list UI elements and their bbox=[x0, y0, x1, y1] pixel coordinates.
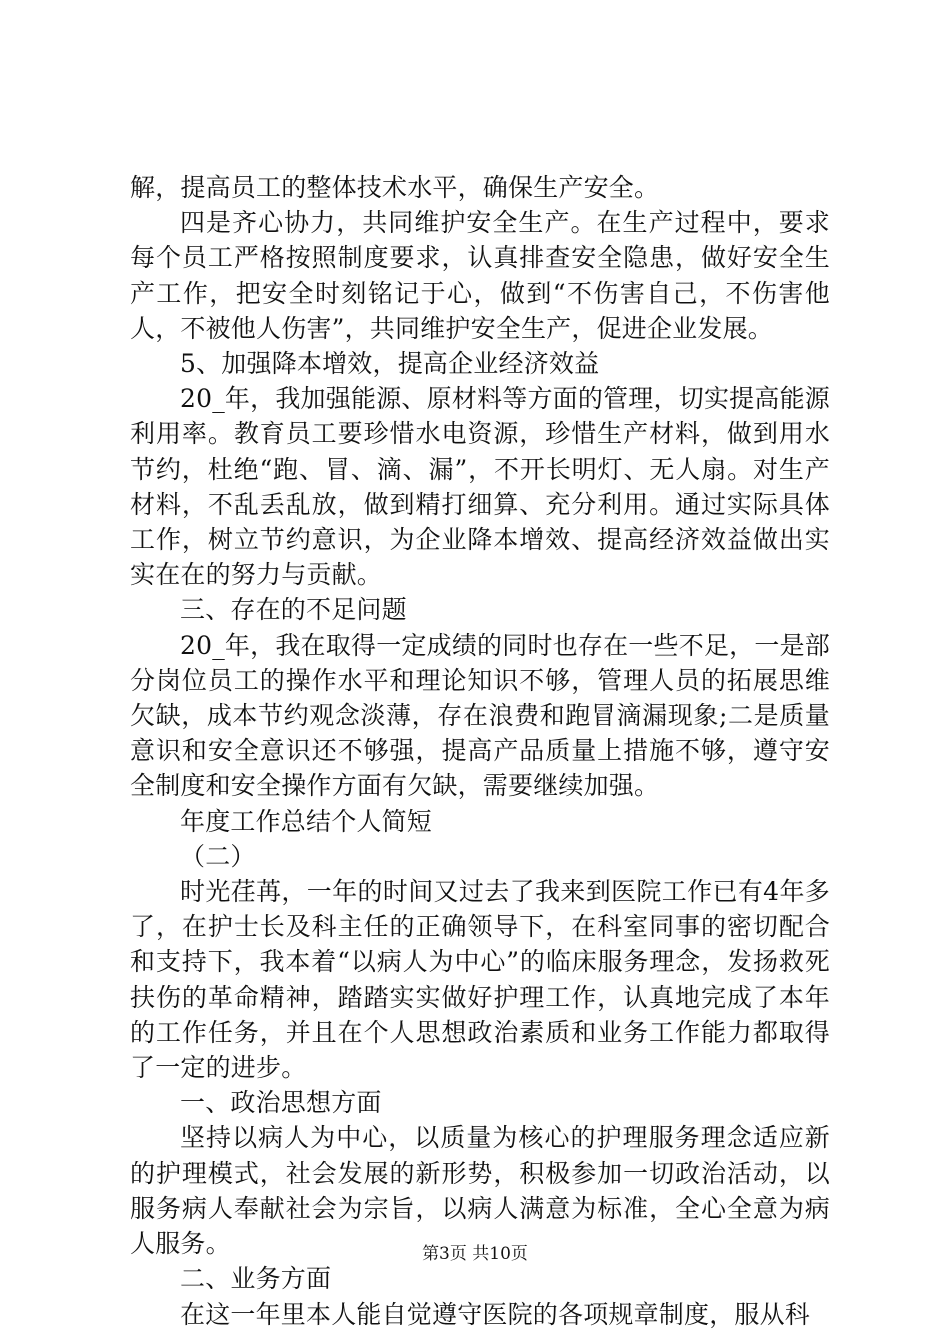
section-title: 年度工作总结个人简短 bbox=[180, 806, 433, 836]
paragraph-shortcomings: 20_年，我在取得一定成绩的同时也存在一些不足，一是部分岗位员工的操作水平和理论知识不够，管理人员的拓展思维欠缺，成本节约观念淡薄，存在浪费和跑冒滴漏现象;二是质量意识和安全意识还不够强，提高产品质量上措施不够，遵守安全制度和安全操作方面有欠缺，需要继续加强。 bbox=[130, 630, 830, 801]
page-footer: 第3页 共10页 bbox=[422, 1244, 528, 1264]
paragraph-continuation: 解，提高员工的整体技术水平，确保生产安全。 bbox=[130, 173, 660, 202]
paragraph-introduction: 时光荏苒，一年的时间又过去了我来到医院工作已有4年多了，在护士长及科主任的正确领导下，在科室同事的密切配合和支持下，我本着“以病人为中心”的临床服务理念，发扬救死扶伤的革命精神，踏踏实实做好护理工作，认真地完成了本年的工作任务，并且在个人思想政治素质和业务工作能力都取得了一定的进步。 bbox=[130, 877, 830, 1083]
document-body bbox=[130, 170, 830, 1332]
heading-shortcomings: 三、存在的不足问题 bbox=[180, 595, 407, 625]
section-number: （二） bbox=[180, 841, 256, 871]
paragraph-political-thought: 坚持以病人为中心，以质量为核心的护理服务理念适应新的护理模式，社会发展的新形势，积极参加一切政治活动，以服务病人奉献社会为宗旨，以病人满意为标准，全心全意为病人服务。 bbox=[130, 1123, 830, 1259]
paragraph-safety-cooperation: 四是齐心协力，共同维护安全生产。在生产过程中，要求每个员工严格按照制度要求，认真排查安全隐患，做好安全生产工作，把安全时刻铭记于心，做到“不伤害自己，不伤害他人，不被他人伤害”，共同维护安全生产，促进企业发展。 bbox=[130, 208, 830, 343]
paragraph-energy-management: 20_年，我加强能源、原材料等方面的管理，切实提高能源利用率。教育员工要珍惜水电资源，珍惜生产材料，做到用水节约，杜绝“跑、冒、滴、漏”，不开长明灯、无人扇。对生产材料，不乱丢乱放，做到精打细算、充分利用。通过实际具体工作，树立节约意识，为企业降本增效、提高经济效益做出实实在在的努力与贡献。 bbox=[130, 384, 830, 590]
heading-business: 二、业务方面 bbox=[180, 1264, 332, 1294]
heading-cost-reduction: 5、加强降本增效，提高企业经济效益 bbox=[180, 349, 600, 379]
heading-political-thought: 一、政治思想方面 bbox=[180, 1088, 382, 1118]
paragraph-business: 在这一年里本人能自觉遵守医院的各项规章制度，服从科 bbox=[180, 1299, 811, 1329]
